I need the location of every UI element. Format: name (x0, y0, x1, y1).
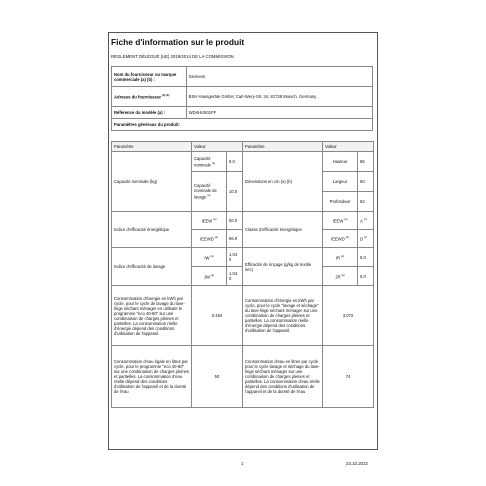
parameters-table (111, 141, 374, 408)
iw-value: 1.04 0 (227, 248, 243, 267)
capacity-wash-label (192, 152, 227, 172)
eeiwd-value: 86.9 (227, 230, 243, 248)
class-eeiw-sup: (a) (344, 218, 348, 222)
capacity-wash-value: 6.0 (227, 152, 243, 172)
capacity-washdry-sup: (a) (207, 194, 211, 198)
energy-wash-label: Consommation d'énergie en kWh par cycle, pour le cycle de lavage du lave-linge séchant ménager en utilisant le programme "eco 40-60" sur une combinaison de charges pleines et partielles. La consommation réelle d'énergie dépend des conditions d'utilisation de l'appareil. (112, 286, 192, 346)
energy-class-label: Classe d'efficacité énergétique (243, 212, 323, 248)
class-eeiwd-sup: (a) (345, 236, 349, 240)
class-eeiwd-value (358, 230, 374, 248)
eeiwd-sup: (a) (214, 236, 218, 240)
capacity-wash-sup: (a) (212, 161, 216, 165)
page-number: 1 (241, 461, 244, 466)
width-value: 60 (358, 172, 374, 192)
ir-sup: (a) (341, 254, 345, 258)
eeiwd-label-text: IEEWD (200, 236, 214, 242)
regulation-line: RÈGLEMENT DÉLÉGUÉ (UE) 2019/2014 DE LA COMMISSION (111, 54, 234, 59)
iw-label-text: IW (204, 255, 210, 261)
eeiw-label-text: IEEW (201, 218, 213, 224)
jw-label (192, 267, 227, 286)
footer-date: 23.10.2022 (346, 461, 368, 466)
supplier-address-label (112, 87, 187, 107)
supplier-address-value: BSH Hausgeräte GmbH; Carl-Wery-Str. 34, 81739 Munich, Germany (186, 87, 372, 107)
eeiwd-label (192, 230, 227, 248)
jw-sup: (a) (210, 273, 215, 277)
jr-value: 5.0 (358, 267, 374, 286)
water-washdry-value: 74 (323, 346, 374, 408)
header-param-right: Paramètre (243, 142, 323, 152)
energy-washdry-label: Consommation d'énergie en kWh par cycle, pour le cycle "lavage et séchage" du lave-linge séchant ménager sur une combinaison de charges pleines et partielles. La consommation réelle d'énergie dépend des conditions d'utilisation de l'appareil. (243, 286, 323, 346)
jr-sup: (a) (341, 273, 345, 277)
ir-value: 5.0 (358, 248, 374, 267)
model-value: WD4HU501FF (186, 107, 372, 119)
class-eeiw-value-text: A (360, 218, 363, 224)
header-value-left: Valeur (192, 142, 243, 152)
class-eeiw-label-text: IEEW (332, 218, 344, 224)
energy-wash-value: 0.484 (192, 286, 243, 346)
class-eeiwd-value-text: D (360, 236, 364, 242)
class-eeiwd-value-sup: (c) (364, 236, 368, 240)
class-eeiw-label (323, 212, 358, 230)
header-value-right: Valeur (323, 142, 374, 152)
jr-label (323, 267, 358, 286)
supplier-name-value: Siemens (186, 67, 372, 87)
eeiw-sup: (a) (213, 218, 217, 222)
ir-label-text: IR (335, 255, 341, 261)
eeiw-label (192, 212, 227, 230)
rinse-label: Efficacité de rinçage (g/kg de textile sec) (243, 248, 323, 286)
class-eeiwd-label (323, 230, 358, 248)
eei-label: Indice d'efficacité énergétique (112, 212, 192, 248)
iw-label (192, 248, 227, 267)
capacity-washdry-value: 10.0 (227, 172, 243, 212)
supplier-address-sup: (b) (b) (162, 94, 170, 98)
supplier-name-label: Nom du fournisseur ou marque commerciale (a) (b) : (112, 67, 187, 87)
capacity-wash-label-text: Capacité nominale (194, 155, 211, 168)
capacity-washdry-label-text: Capacité nominale de lavage (194, 183, 217, 200)
height-label: Hauteur (323, 152, 358, 172)
jw-value: 1.04 0 (227, 267, 243, 286)
supplier-table (111, 66, 373, 131)
dimensions-label: Dimensions en cm (a) (b) (243, 152, 323, 212)
water-wash-label: Consommation d'eau égale en litres par cycle, pour le programme "eco 40-60" sur une combinaison de charges pleines et partielles. La consommation d'eau réelle dépend des conditions d'utilisation de l'appareil et de la dureté de l'eau (112, 346, 192, 408)
energy-washdry-value: 3.072 (323, 286, 374, 346)
jw-label-text: JW (203, 274, 210, 280)
water-wash-value: 50 (192, 346, 243, 408)
capacity-washdry-label (192, 172, 227, 212)
header-param-left: Paramètre (112, 142, 192, 152)
wash-index-label: Indice d'efficacité de lavage (112, 248, 192, 286)
depth-label: Profondeur (323, 192, 358, 212)
model-label: Référence du modèle (a) : (112, 107, 187, 119)
class-eeiw-value (358, 212, 374, 230)
ir-label (323, 248, 358, 267)
depth-value: 62 (358, 192, 374, 212)
class-eeiwd-label-text: IEEWD (331, 236, 345, 242)
page-title: Fiche d'information sur le produit (111, 37, 245, 47)
capacity-label: Capacité nominale (kg) (112, 152, 192, 212)
supplier-address-label-text: Adresse du fournisseur (114, 94, 162, 100)
eeiw-value: 50.0 (227, 212, 243, 230)
width-label: Largeur (323, 172, 358, 192)
jr-label-text: JR (335, 274, 341, 280)
class-eeiw-value-sup: (c) (363, 218, 367, 222)
water-washdry-label: Consommation d'eau en litres par cycle pour le cycle lavage et séchage du lave-linge séchant ménager sur une combinaison de charges pleines et partielles. La consommation d'eau réelle dépend des conditions d'utilisation de l'appareil et de la dureté de l'eau (243, 346, 323, 408)
general-section-heading: Paramètres généraux du produit: (112, 119, 373, 131)
iw-sup: (a) (210, 254, 214, 258)
height-value: 85 (358, 152, 374, 172)
